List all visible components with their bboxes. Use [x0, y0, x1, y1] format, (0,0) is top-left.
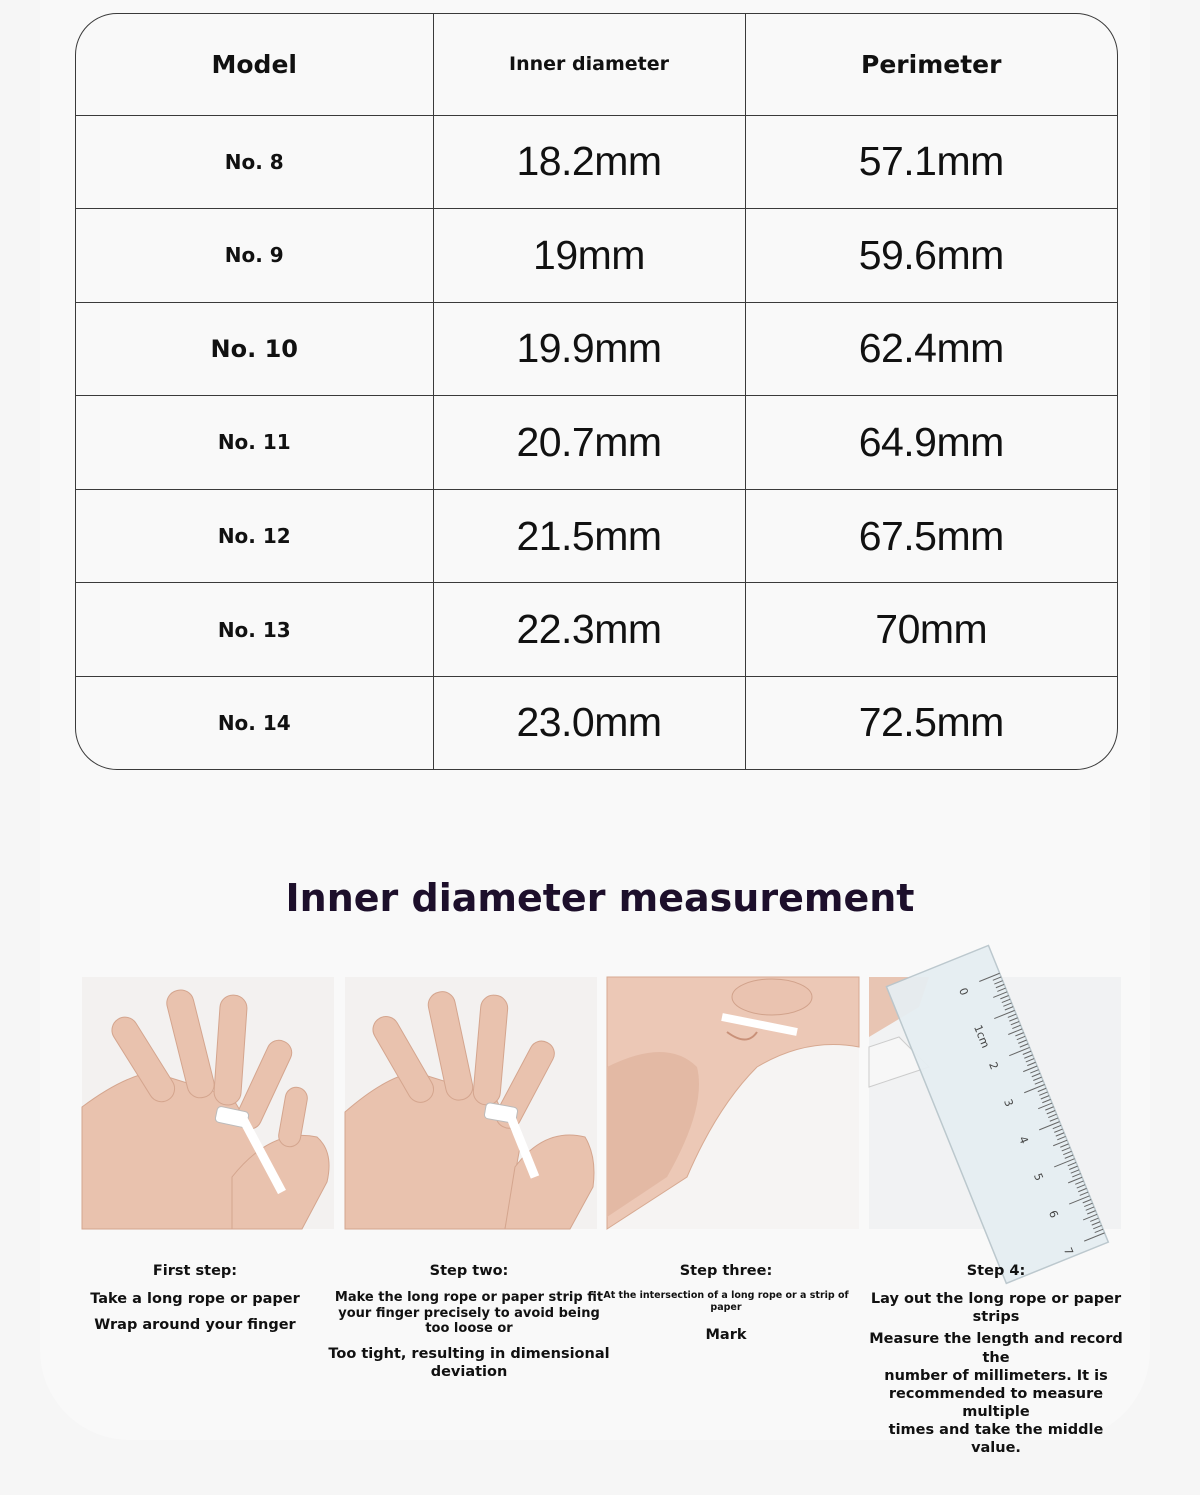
inner-diameter-cell: 23.0mm — [433, 676, 745, 769]
step-four-caption — [862, 1262, 1130, 1457]
size-table-grid — [76, 14, 1117, 769]
ruler-label: 6 — [1046, 1208, 1061, 1220]
step-text-line: times and take the middle value. — [888, 1422, 1104, 1457]
header-model: Model — [76, 14, 433, 115]
perimeter-cell: 64.9mm — [745, 396, 1117, 490]
section-title: Inner diameter measurement — [285, 876, 915, 920]
ruler-label: 5 — [1031, 1171, 1046, 1183]
model-cell: No. 10 — [76, 302, 433, 396]
step-heading: Step three: — [679, 1263, 773, 1279]
perimeter-cell: 67.5mm — [745, 489, 1117, 583]
header-inner-diameter: Inner diameter — [433, 14, 745, 115]
step-text-line: Lay out the long rope or paper strips — [870, 1291, 1122, 1326]
header-perimeter: Perimeter — [745, 14, 1117, 115]
table-row — [76, 115, 1117, 209]
mark-strip-illustration — [607, 977, 859, 1229]
hand-fit-illustration — [345, 977, 597, 1229]
step-four-photo — [869, 977, 1121, 1257]
step-text-line: Measure the length and record the — [869, 1331, 1123, 1366]
model-cell: No. 13 — [76, 583, 433, 677]
table-row — [76, 396, 1117, 490]
ruler-label: 4 — [1016, 1134, 1031, 1146]
table-row — [76, 209, 1117, 303]
ruler-label: 7 — [1060, 1245, 1076, 1257]
table-header-row — [76, 14, 1117, 115]
step-two-caption — [298, 1262, 640, 1381]
perimeter-cell: 72.5mm — [858, 699, 1004, 746]
step-text-line: your finger precisely to avoid being — [338, 1305, 600, 1321]
table-row — [76, 302, 1117, 396]
step-heading: First step: — [152, 1263, 238, 1279]
model-cell: No. 9 — [76, 209, 433, 303]
ruler-label: 0 — [956, 985, 971, 998]
model-cell: No. 11 — [76, 396, 433, 490]
step-text-line: number of millimeters. It is — [884, 1367, 1108, 1384]
inner-diameter-cell: 21.5mm — [433, 489, 745, 583]
ruler-label: 2 — [986, 1060, 1001, 1072]
table-row — [76, 676, 1117, 769]
step-text-line: recommended to measure multiple — [888, 1385, 1104, 1420]
step-three-caption — [596, 1262, 856, 1344]
step-text-line: Too tight, resulting in dimensional deviation — [328, 1345, 610, 1381]
inner-diameter-cell: 20.7mm — [433, 396, 745, 490]
inner-diameter-cell: 19mm — [433, 209, 745, 303]
perimeter-cell: 62.4mm — [745, 302, 1117, 396]
inner-diameter-cell: 22.3mm — [433, 583, 745, 677]
step-heading: Step 4: — [966, 1263, 1026, 1279]
step-one-photo — [82, 977, 334, 1229]
table-row — [76, 489, 1117, 583]
step-text-line: Wrap around your finger — [94, 1317, 296, 1334]
model-cell: No. 8 — [76, 115, 433, 209]
inner-diameter-cell: 19.9mm — [433, 302, 745, 396]
step-three-photo — [607, 977, 859, 1229]
step-text-line: too loose or — [425, 1321, 513, 1337]
inner-diameter-cell: 18.2mm — [433, 115, 745, 209]
perimeter-cell: 59.6mm — [745, 209, 1117, 303]
step-text-line: At the intersection of a long rope or a strip of paper — [603, 1290, 849, 1313]
step-text-line: Take a long rope or paper — [90, 1291, 300, 1308]
hand-wrap-illustration — [82, 977, 334, 1229]
table-row — [76, 583, 1117, 677]
ring-size-table — [75, 13, 1118, 770]
perimeter-cell: 57.1mm — [745, 115, 1117, 209]
step-two-photo — [345, 977, 597, 1229]
model-cell: No. 12 — [76, 489, 433, 583]
step-text-line: Make the long rope or paper strip fit — [334, 1290, 604, 1306]
ruler-illustration — [869, 977, 1121, 1257]
ruler-label: 1cm — [971, 1023, 993, 1050]
perimeter-cell: 70mm — [745, 583, 1117, 677]
step-heading: Step two: — [429, 1263, 509, 1279]
ruler-label: 3 — [1001, 1097, 1016, 1109]
step-one-caption — [82, 1262, 308, 1334]
model-cell: No. 14 — [76, 676, 433, 769]
step-text-line: Mark — [705, 1326, 747, 1343]
